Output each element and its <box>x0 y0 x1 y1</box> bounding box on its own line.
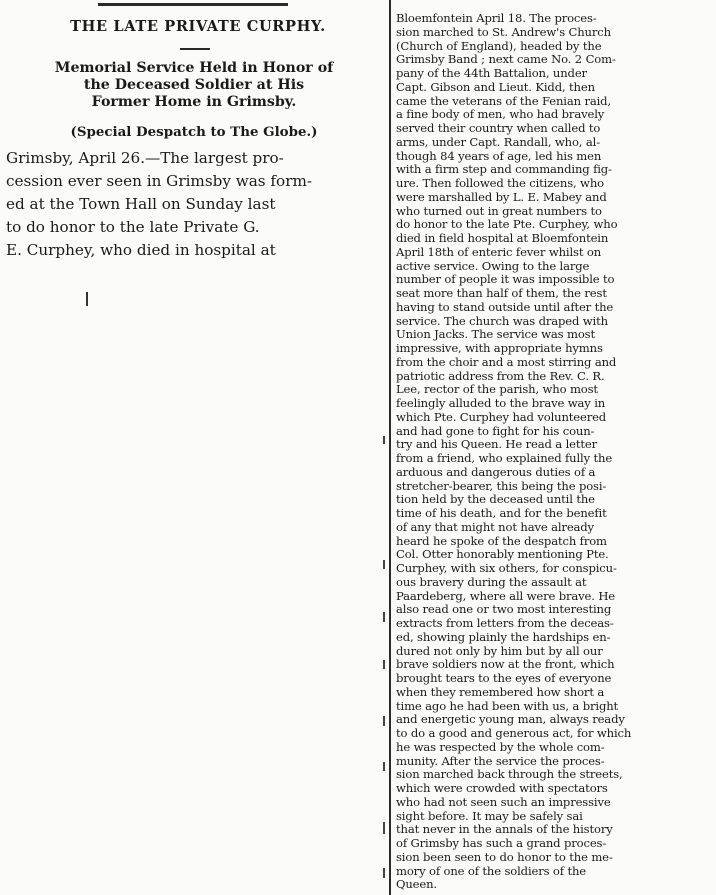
body-line: to do a good and generous act, for which <box>396 727 632 740</box>
body-line: active service. Owing to the large <box>396 259 590 273</box>
body-line: seat more than half of them, the rest <box>396 287 607 300</box>
body-line: sion marched to St. Andrew's Church <box>396 25 611 39</box>
print-mark <box>86 292 88 306</box>
body-line: which Pte. Curphey had volunteered <box>396 410 607 424</box>
body-line: brave soldiers now at the front, which <box>396 658 615 672</box>
lead-paragraph <box>6 147 384 262</box>
body-line: ous bravery during the assault at <box>396 575 587 589</box>
dispatch-credit: (Special Despatch to The Globe.) <box>70 124 318 140</box>
body-line: service. The church was draped with <box>396 314 608 328</box>
body-line: mory of one of the soldiers of the <box>396 864 586 878</box>
body-line: from a friend, who explained fully the <box>396 452 613 465</box>
body-line: also read one or two most interesting <box>396 603 612 617</box>
body-line: who had not seen such an impressive <box>396 795 611 809</box>
body-line: time of his death, and for the benefit <box>396 507 607 520</box>
body-line: died in field hospital at Bloemfontein <box>396 232 609 245</box>
body-line: and had gone to fight for his coun- <box>396 424 595 438</box>
body-line: having to stand outside until after the <box>396 300 614 314</box>
print-mark <box>383 716 385 726</box>
lead-line: Grimsby, April 26.—The largest pro- <box>6 149 284 167</box>
body-line: ure. Then followed the citizens, who <box>396 177 604 190</box>
body-line: stretcher-bearer, this being the posi- <box>396 479 607 493</box>
body-line: Curphey, with six others, for conspicu- <box>396 562 617 575</box>
body-line: served their country when called to <box>396 122 601 135</box>
print-mark <box>383 868 385 878</box>
body-line: were marshalled by L. E. Mabey and <box>396 190 607 204</box>
body-line: heard he spoke of the despatch from <box>396 534 607 548</box>
subheadline-line: Former Home in Grimsby. <box>91 94 297 110</box>
body-line: arms, under Capt. Randall, who, al- <box>396 135 600 149</box>
body-line: Queen. <box>396 878 437 892</box>
body-line: sion been seen to do honor to the me- <box>396 850 613 864</box>
body-line: he was respected by the whole com- <box>396 740 605 754</box>
body-line: Grimsby Band ; next came No. 2 Com- <box>396 53 616 67</box>
article-body <box>396 12 714 892</box>
body-line: of any that might not have already <box>396 520 594 534</box>
subheadline-line: Memorial Service Held in Honor of <box>54 60 334 76</box>
body-line: extracts from letters from the deceas- <box>396 617 614 630</box>
column-divider <box>389 0 391 895</box>
body-line: feelingly alluded to the brave way in <box>396 397 606 410</box>
subheadline <box>2 60 386 111</box>
lead-line: ed at the Town Hall on Sunday last <box>6 195 276 213</box>
headline-separator <box>180 48 210 50</box>
body-line: of Grimsby has such a grand proces- <box>396 837 607 850</box>
print-mark <box>383 762 385 771</box>
body-line: when they remembered how short a <box>396 685 605 699</box>
body-line: April 18th of enteric fever whilst on <box>396 245 602 259</box>
body-line: which were crowded with spectators <box>396 782 608 795</box>
subheadline-line: the Deceased Soldier at His <box>83 77 305 93</box>
body-line: Col. Otter honorably mentioning Pte. <box>396 548 609 562</box>
body-line: ed, showing plainly the hardships en- <box>396 630 611 644</box>
body-line: sight before. It may be safely sai <box>396 809 583 823</box>
body-line: sion marched back through the streets, <box>396 768 623 782</box>
body-line: Union Jacks. The service was most <box>396 328 595 342</box>
body-line: impressive, with appropriate hymns <box>396 342 603 355</box>
body-line: who turned out in great numbers to <box>396 204 602 218</box>
body-line: try and his Queen. He read a letter <box>396 438 597 452</box>
body-line: that never in the annals of the history <box>396 823 613 837</box>
body-line: do honor to the late Pte. Curphey, who <box>396 218 618 232</box>
print-mark <box>383 560 385 569</box>
top-rule <box>98 3 288 6</box>
body-line: with a firm step and commanding fig- <box>396 163 612 177</box>
body-line: from the choir and a most stirring and <box>396 355 617 369</box>
body-line: time ago he had been with us, a bright <box>396 699 619 713</box>
body-line: Paardeberg, where all were brave. He <box>396 589 616 603</box>
headline: THE LATE PRIVATE CURPHY. <box>70 18 326 35</box>
lead-line: cession ever seen in Grimsby was form- <box>6 172 312 190</box>
print-mark <box>383 822 385 834</box>
body-line: a fine body of men, who had bravely <box>396 108 605 122</box>
body-line: patriotic address from the Rev. C. R. <box>396 369 605 383</box>
body-line: brought tears to the eyes of everyone <box>396 672 612 685</box>
body-line: arduous and dangerous duties of a <box>396 465 596 479</box>
lead-line: to do honor to the late Private G. <box>6 218 260 236</box>
body-line: Lee, rector of the parish, who most <box>396 383 598 397</box>
body-line: pany of the 44th Battalion, under <box>396 67 587 80</box>
body-line: and energetic young man, always ready <box>396 713 625 727</box>
print-mark <box>383 660 385 669</box>
body-line: tion held by the deceased until the <box>396 493 595 507</box>
body-line: number of people it was impossible to <box>396 273 615 287</box>
body-line: Capt. Gibson and Lieut. Kidd, then <box>396 80 595 94</box>
body-line: came the veterans of the Fenian raid, <box>396 94 611 108</box>
body-line: dured not only by him but by all our <box>396 644 603 658</box>
lead-line: E. Curphey, who died in hospital at <box>6 241 276 259</box>
body-line: Bloemfontein April 18. The proces- <box>396 12 597 25</box>
print-mark <box>383 436 385 444</box>
print-mark <box>383 612 385 622</box>
body-line: munity. After the service the proces- <box>396 754 605 768</box>
body-line: though 84 years of age, led his men <box>396 149 602 163</box>
body-line: (Church of England), headed by the <box>396 39 602 53</box>
